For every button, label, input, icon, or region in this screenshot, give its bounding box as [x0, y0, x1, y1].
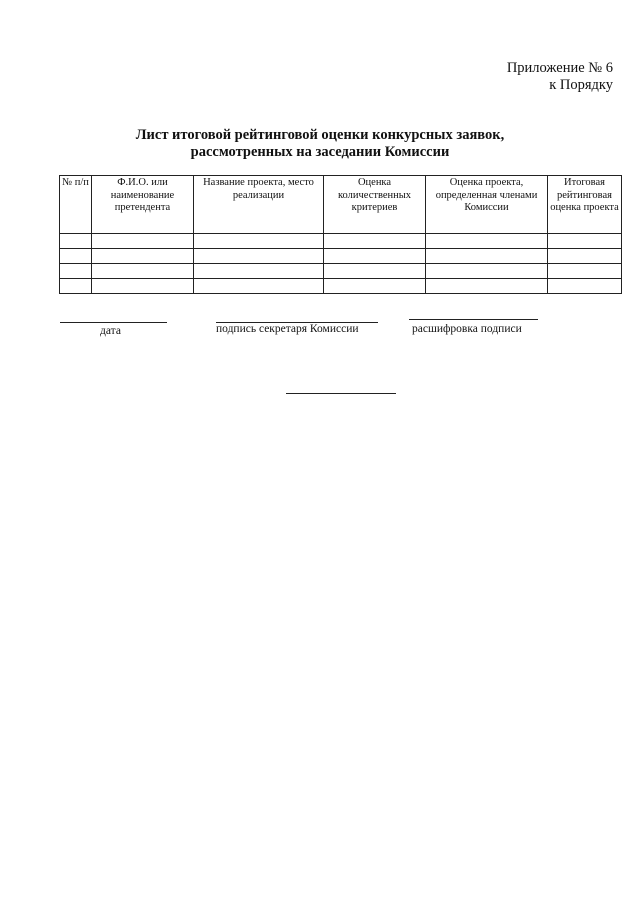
- table-header-row: [60, 176, 622, 234]
- table-cell: [548, 234, 622, 249]
- table-cell: [548, 279, 622, 294]
- decoding-signature-line: [409, 319, 538, 320]
- table-row: [60, 249, 622, 264]
- table-cell: [92, 234, 194, 249]
- secretary-signature-label: подпись секретаря Комиссии: [216, 323, 359, 335]
- title-line-1: Лист итоговой рейтинговой оценки конкурсных заявок,: [135, 127, 505, 143]
- table-cell: [194, 249, 324, 264]
- appendix-number: Приложение № 6: [506, 60, 613, 76]
- table-row: [60, 234, 622, 249]
- header-quantitative-criteria: Оценка количественных критериев: [324, 176, 426, 234]
- table-cell: [426, 249, 548, 264]
- header-project-name: Название проекта, место реализации: [194, 176, 324, 234]
- table-cell: [426, 264, 548, 279]
- date-signature-line: [60, 322, 167, 323]
- table-cell: [92, 249, 194, 264]
- closing-separator-line: [286, 393, 396, 394]
- table-row: [60, 264, 622, 279]
- table-cell: [60, 279, 92, 294]
- table-cell: [324, 264, 426, 279]
- rating-table: [59, 175, 622, 294]
- table-cell: [324, 234, 426, 249]
- appendix-order: к Порядку: [549, 77, 613, 93]
- table-cell: [92, 279, 194, 294]
- table-cell: [426, 234, 548, 249]
- table-cell: [324, 279, 426, 294]
- table-cell: [324, 249, 426, 264]
- document-title: [100, 127, 540, 161]
- title-line-2: рассмотренных на заседании Комиссии: [190, 144, 450, 160]
- table-cell: [60, 249, 92, 264]
- header-applicant-name: Ф.И.О. или наименование претендента: [92, 176, 194, 234]
- table-cell: [60, 234, 92, 249]
- decoding-signature-label: расшифровка подписи: [412, 323, 522, 335]
- table-cell: [548, 249, 622, 264]
- table-cell: [548, 264, 622, 279]
- date-label: дата: [100, 325, 121, 337]
- header-commission-score: Оценка проекта, определенная членами Комиссии: [426, 176, 548, 234]
- header-number: № п/п: [60, 176, 92, 234]
- table-cell: [426, 279, 548, 294]
- table-row: [60, 279, 622, 294]
- table-cell: [194, 279, 324, 294]
- table-cell: [194, 234, 324, 249]
- header-final-rating: Итоговая рейтинговая оценка проекта: [548, 176, 622, 234]
- table-cell: [194, 264, 324, 279]
- table-cell: [92, 264, 194, 279]
- appendix-reference: [507, 60, 613, 94]
- table-cell: [60, 264, 92, 279]
